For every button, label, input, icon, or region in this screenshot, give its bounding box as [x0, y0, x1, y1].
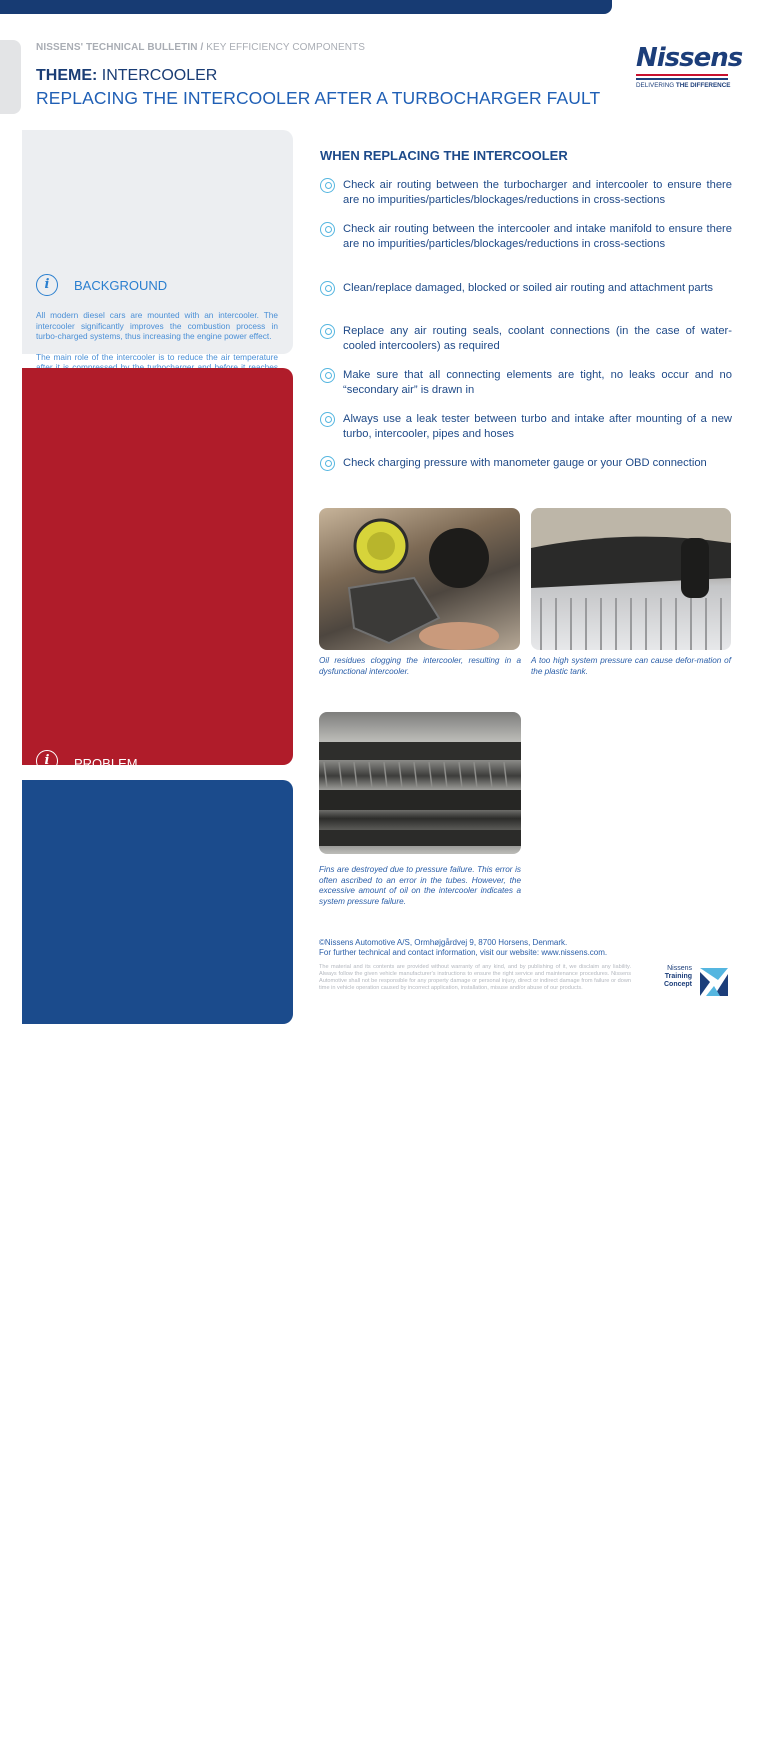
training-label: Nissens Training Concept: [664, 965, 692, 988]
step-text: Clean/replace damaged, blocked or soiled air routing and attachment parts: [343, 282, 714, 294]
top-accent-bar: [0, 0, 612, 14]
step-text: Check air routing between the turbocharger and intercooler to ensure there are no impurities/particles/blockages/reductions in cross-sections: [343, 179, 732, 206]
background-heading: BACKGROUND: [74, 278, 168, 293]
info-icon: i: [36, 750, 58, 772]
side-tab: [0, 40, 21, 114]
photo-destroyed-fins: [319, 712, 521, 854]
training-mark-icon: [696, 964, 732, 1000]
footer-disclaimer: The material and its contents are provided without warranty of any kind, and by publishing of it, we disclaim any liability. Always follow the given vehicle manufacturer's instructions to ensure the right service and maintenance procedures. Nissens Automotive shall not be responsible for any property damage or personal injury, direct or indirect damage from failure or down time in vehicle operation caused by incorrect application, installation, misuse and/or abuse of our products.: [319, 964, 631, 991]
destroyed-fins-illustration: [319, 712, 521, 854]
bulletin-label: NISSENS' TECHNICAL BULLETIN / KEY EFFICIENCY COMPONENTS: [36, 42, 366, 53]
lightbulb-icon: [320, 368, 335, 383]
problem-paragraph: damaging the engine.: [36, 1027, 116, 1038]
info-icon: i: [36, 274, 58, 296]
solution-heading: RECOMMENDED SOLUTION: [74, 1572, 179, 1601]
photo-deformed-tank: [531, 508, 731, 650]
oil-residue-illustration: [319, 508, 520, 650]
logo-tagline: DELIVERING THE DIFFERENCE: [636, 82, 731, 89]
theme-line: THEME: INTERCOOLER: [36, 67, 218, 84]
step-text: Always use a leak tester between turbo and intake after mounting of a new turbo, intercooler, pipes and hoses: [343, 413, 732, 440]
logo-wordmark: Nissens: [636, 43, 743, 73]
step-text: Check charging pressure with manometer gauge or your OBD connection: [343, 457, 707, 469]
training-concept-logo: [650, 964, 740, 1004]
step-text: Make sure that all connecting elements are tight, no leaks occur and no “secondary air” is drawn in: [343, 369, 732, 396]
replacing-heading: WHEN REPLACING THE INTERCOOLER: [320, 148, 568, 163]
deformed-tank-illustration: [531, 508, 731, 650]
solution-paragraph: To avoid engine damage, an intercooler should always be replaced after a turbo has failed in order to ensure that the intercooler is free from any debris – such as oil, metal or other particles. When a new turbo has been installed, all system components must be thoroughly examined to ensure that they are not blocked by oil or metal debris.: [36, 1616, 278, 1679]
photo-oil-residue: [319, 508, 520, 650]
photo-caption: Fins are destroyed due to pressure failure. This error is often ascribed to an error in the tubes. However, the excessive amount of oil on the intercooler indicates a system pressure failure.: [319, 865, 521, 906]
step-text: Replace any air routing seals, coolant connections (in the case of water-cooled intercoolers) as required: [343, 325, 732, 352]
step-text: Check air routing between the intercooler and intake manifold to ensure there are no impurities/particles/blockages/reductions in cross-sections: [343, 223, 732, 250]
page-title: REPLACING THE INTERCOOLER AFTER A TURBOCHARGER FAULT: [36, 88, 601, 108]
logo-stripes: [636, 74, 736, 80]
plus-icon: +: [36, 1574, 62, 1600]
lightbulb-icon: [320, 412, 335, 427]
nissens-logo: [636, 43, 743, 98]
lightbulb-icon: [320, 281, 335, 296]
lightbulb-icon: [320, 178, 335, 193]
photo-caption: Oil residues clogging the intercooler, resulting in a dysfunctional intercooler.: [319, 656, 521, 676]
problem-heading: PROBLEM: [74, 756, 138, 771]
background-paragraph: All modern diesel cars are mounted with an intercooler. The intercooler significantly improves the combustion process in turbo-charged systems, thus increasing the engine power effect.: [36, 310, 278, 342]
photo-caption: A too high system pressure can cause defor-mation of the plastic tank.: [531, 656, 731, 676]
problem-panel: [22, 368, 293, 1038]
lightbulb-icon: [320, 222, 335, 237]
background-paragraph: The main role of the intercooler is to reduce the air temperature: [36, 351, 278, 362]
solution-paragraph: No matter the reason for failure or replacement of the intercooler, the reason for the damage should always be thoroughly investigated before installing a new unit. The peripheral parts (turbocharger, crankcase ventilation, exhaust gas recirculation, air inlet to the turbocharger, exhaust system etc.) must be integrated in the troubleshooting process – otherwise a fault can re-occur.: [36, 1689, 278, 1753]
lightbulb-icon: [320, 324, 335, 339]
background-panel: [22, 130, 293, 362]
solution-text: [36, 1616, 278, 1763]
footer-contact: ©Nissens Automotive A/S, Ormhøjgårdvej 9, 8700 Horsens, Denmark. For further technical and contact information, visit our website: www.nissens.com.: [319, 938, 608, 957]
lightbulb-icon: [320, 456, 335, 471]
